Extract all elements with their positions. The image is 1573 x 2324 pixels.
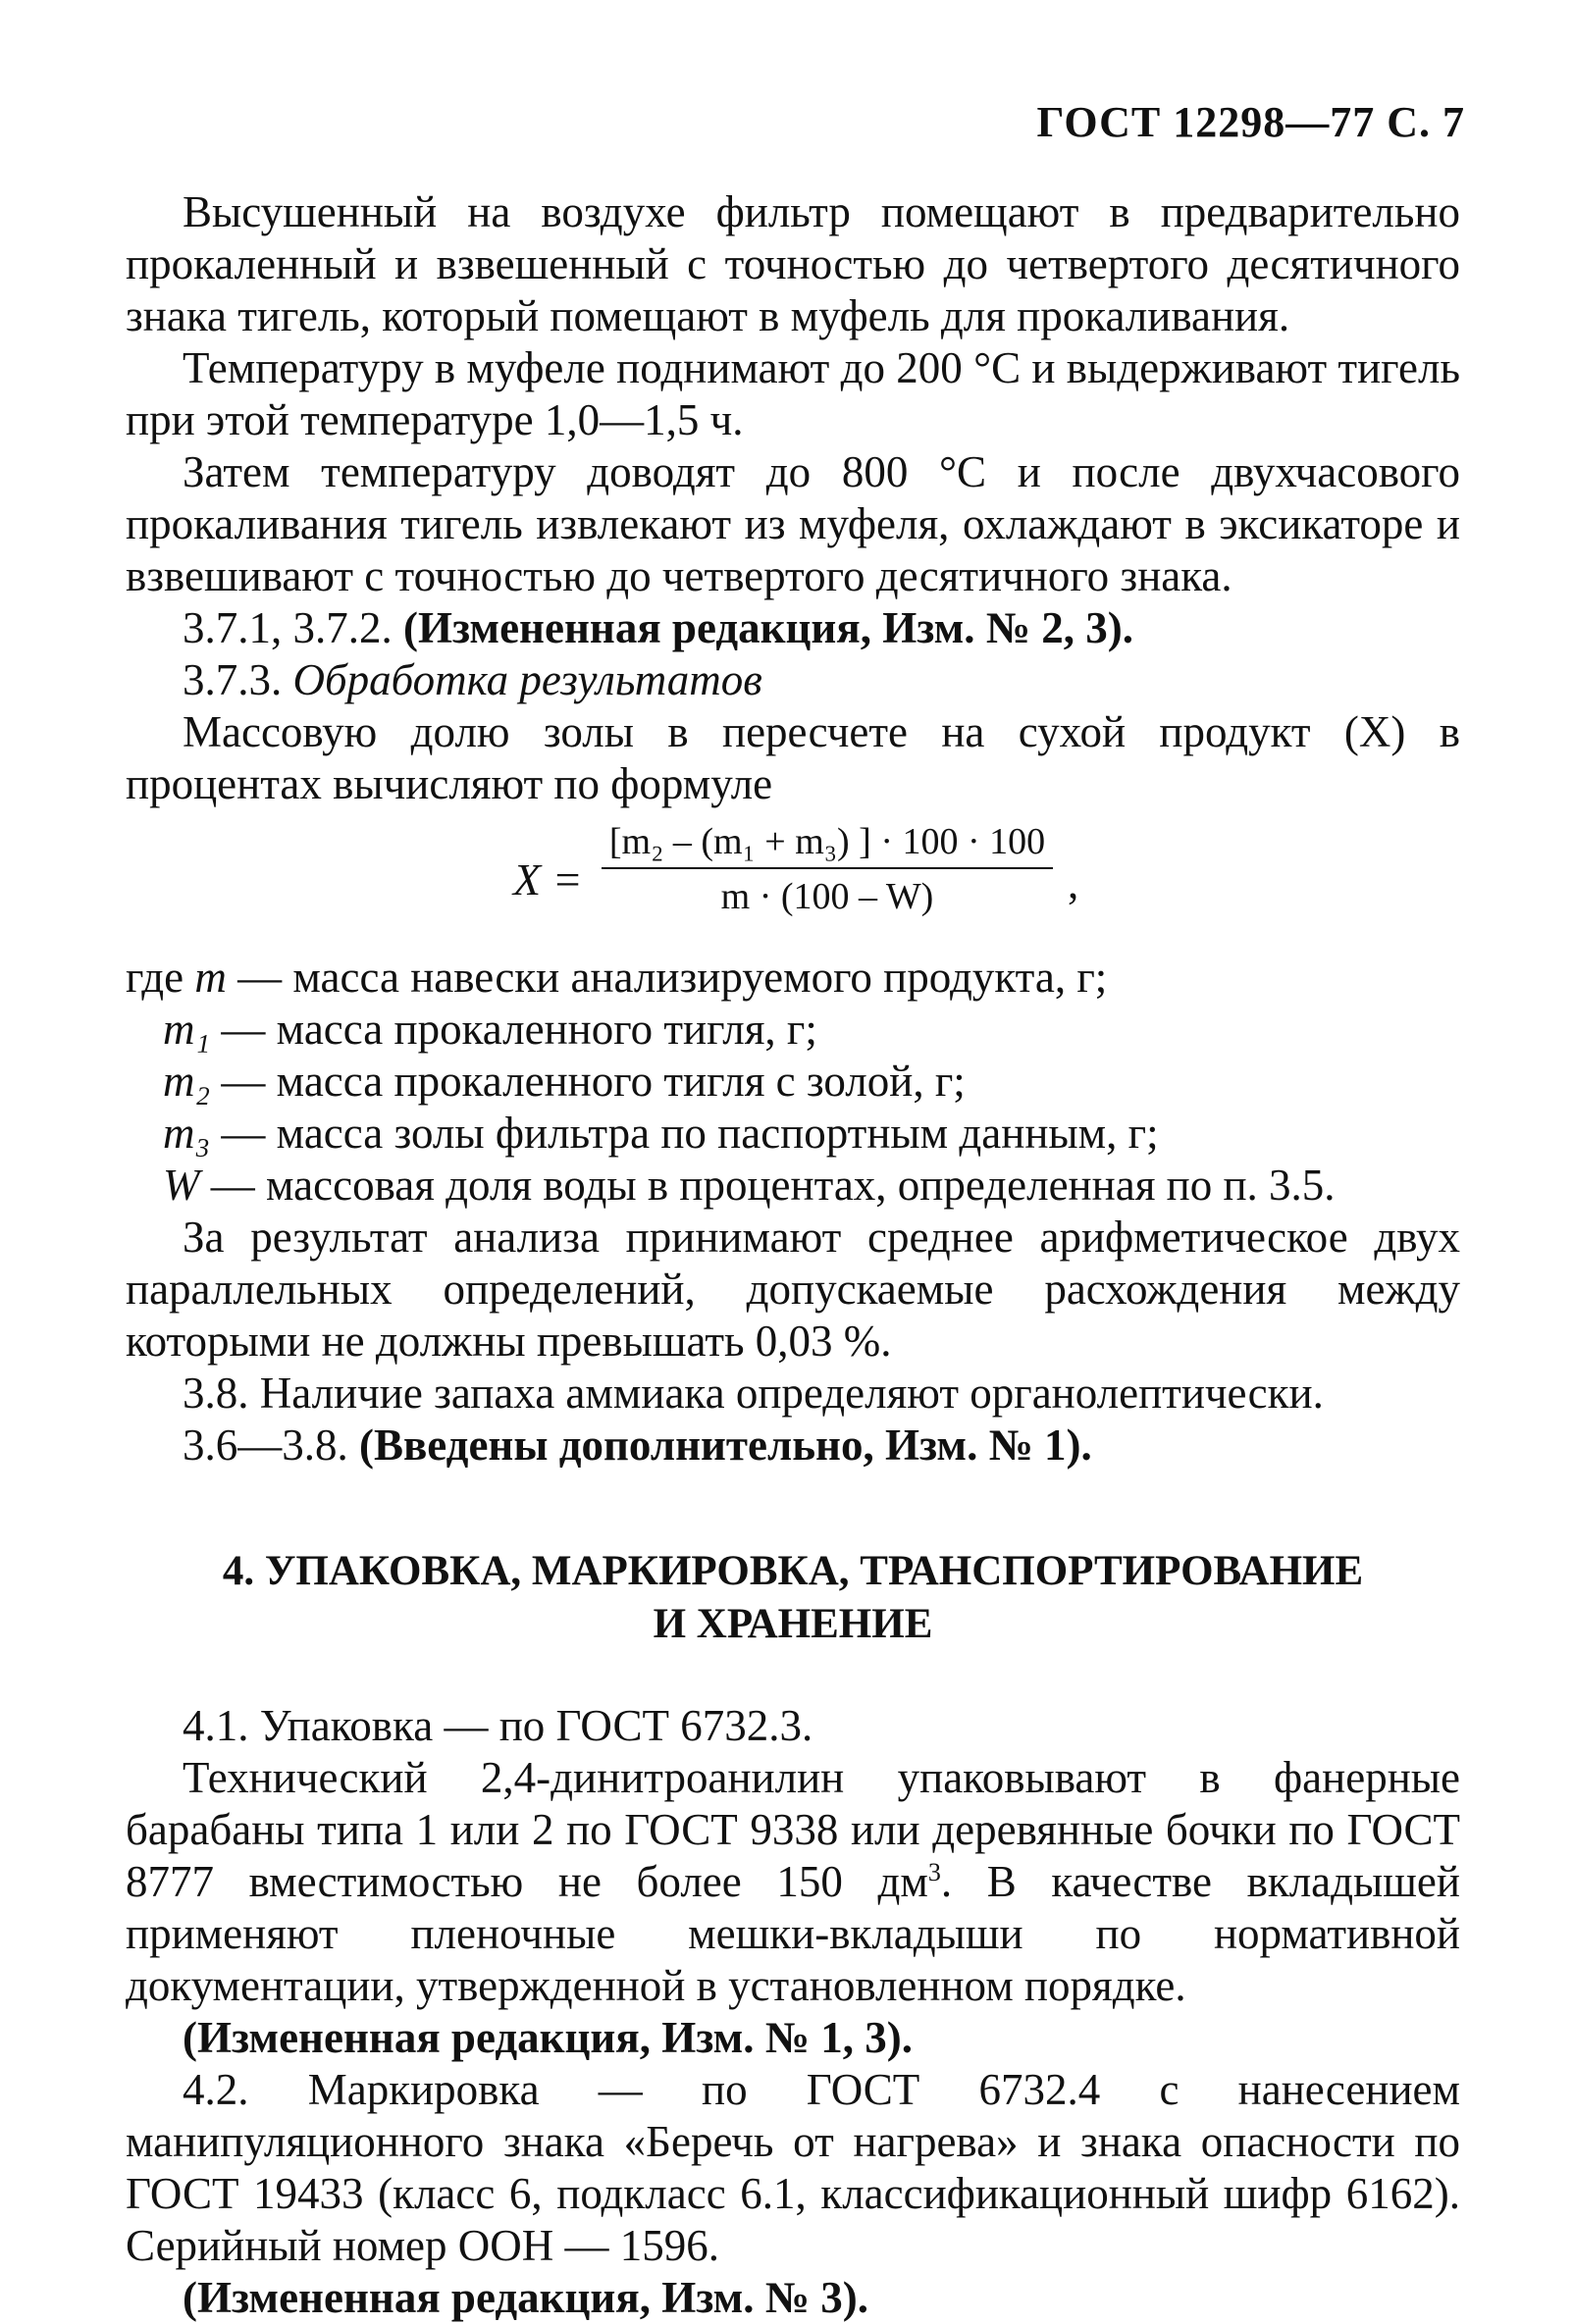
legend-symbol: m	[194, 953, 227, 1002]
section-title-line: И ХРАНЕНИЕ	[653, 1601, 933, 1647]
legend-row	[126, 1056, 1460, 1108]
paragraph-clause-38: 3.8. Наличие запаха аммиака определяют органолептически.	[183, 1369, 1324, 1418]
legend-text: — масса прокаленного тигля с золой, г;	[221, 1057, 966, 1106]
ash-formula	[126, 818, 1460, 946]
paragraph-clause-42: 4.2. Маркировка — по ГОСТ 6732.4 с нанесением манипуляционного знака «Беречь от нагрева» и знака опасности по ГОСТ 19433 (класс 6, подкласс 6.1, классификационный шифр 6162). Серийный номер ООН — 1596.	[126, 2065, 1460, 2270]
section-title-line: 4. УПАКОВКА, МАРКИРОВКА, ТРАНСПОРТИРОВАНИЕ	[222, 1548, 1364, 1594]
formula-lhs: X =	[513, 854, 583, 904]
legend-text: — массовая доля воды в процентах, определенная по п. 3.5.	[210, 1161, 1336, 1210]
paragraph-temperature-800: Затем температуру доводят до 800 °С и после двухчасового прокаливания тигель извлекают из муфеля, охлаждают в эксикаторе и взвешивают с точностью до четвертого десятичного знака.	[126, 447, 1460, 600]
paragraph-clause-373	[126, 654, 1460, 706]
legend-symbol: m₁	[163, 1005, 211, 1054]
formula-legend	[126, 952, 1460, 1212]
legend-row	[126, 1108, 1460, 1160]
legend-text: — масса прокаленного тигля, г;	[221, 1005, 817, 1054]
cubic-superscript: 3	[927, 1858, 941, 1886]
formula-denominator: m · (100 – W)	[720, 876, 934, 917]
legend-row	[126, 1004, 1460, 1056]
paragraph-filter-drying: Высушенный на воздухе фильтр помещают в предварительно прокаленный и взвешенный с точностью до четвертого десятичного знака тигель, который помещают в муфель для прокаливания.	[126, 187, 1460, 340]
paragraph-clause-41: 4.1. Упаковка — по ГОСТ 6732.3.	[183, 1701, 813, 1750]
legend-row	[126, 1160, 1460, 1212]
section-4-title	[126, 1545, 1460, 1651]
clause-number: 3.7.3.	[183, 655, 283, 704]
paragraph-clause-36-38	[126, 1420, 1460, 1472]
revision-note: (Введены дополнительно, Изм. № 1).	[359, 1420, 1092, 1470]
paragraph-temperature-200: Температуру в муфеле поднимают до 200 °С и выдерживают тигель при этой температуре 1,0—1,5 ч.	[126, 343, 1460, 444]
legend-lead: где	[126, 953, 184, 1002]
legend-row	[126, 952, 1460, 1004]
paragraph-result: За результат анализа принимают среднее арифметическое двух параллельных определений, допускаемые расхождения между которыми не должны превышать 0,03 %.	[126, 1213, 1460, 1366]
formula-fraction	[602, 818, 1053, 920]
legend-symbol: m₂	[163, 1057, 211, 1106]
revision-note: (Измененная редакция, Изм. № 3).	[183, 2273, 869, 2322]
packaging-text-b: . В качестве вкладышей применяют пленочные мешки-вкладыши по нормативной документации, утвержденной в установленном порядке.	[126, 1857, 1460, 2010]
document-body	[126, 186, 1460, 2324]
formula-comma: ,	[1068, 858, 1079, 907]
legend-symbol: W	[163, 1161, 200, 1210]
legend-text: — масса навески анализируемого продукта, г;	[237, 953, 1108, 1002]
paragraph-ash-formula-intro: Массовую долю золы в пересчете на сухой продукт (X) в процентах вычисляют по формуле	[126, 707, 1460, 808]
clause-title: Обработка результатов	[292, 655, 762, 704]
paragraph-packaging	[126, 1752, 1460, 2012]
clause-number: 3.6—3.8.	[183, 1420, 348, 1470]
packaging-text-a: Технический 2,4-динитроанилин упаковывают в фанерные барабаны типа 1 или 2 по ГОСТ 9338 или деревянные бочки по ГОСТ 8777 вместимостью не более 150 дм	[126, 1753, 1460, 1906]
formula-numerator: [m₂ – (m₁ + m₃) ] · 100 · 100	[602, 818, 1053, 869]
clause-number: 3.7.1, 3.7.2.	[183, 603, 393, 652]
legend-text: — масса золы фильтра по паспортным данным, г;	[221, 1109, 1159, 1158]
revision-note: (Измененная редакция, Изм. № 1, 3).	[183, 2013, 914, 2062]
revision-note: (Измененная редакция, Изм. № 2, 3).	[403, 603, 1134, 652]
paragraph-clause-371-372	[126, 602, 1460, 654]
legend-symbol: m₃	[163, 1109, 211, 1158]
page-header: ГОСТ 12298—77 С. 7	[1036, 98, 1465, 146]
